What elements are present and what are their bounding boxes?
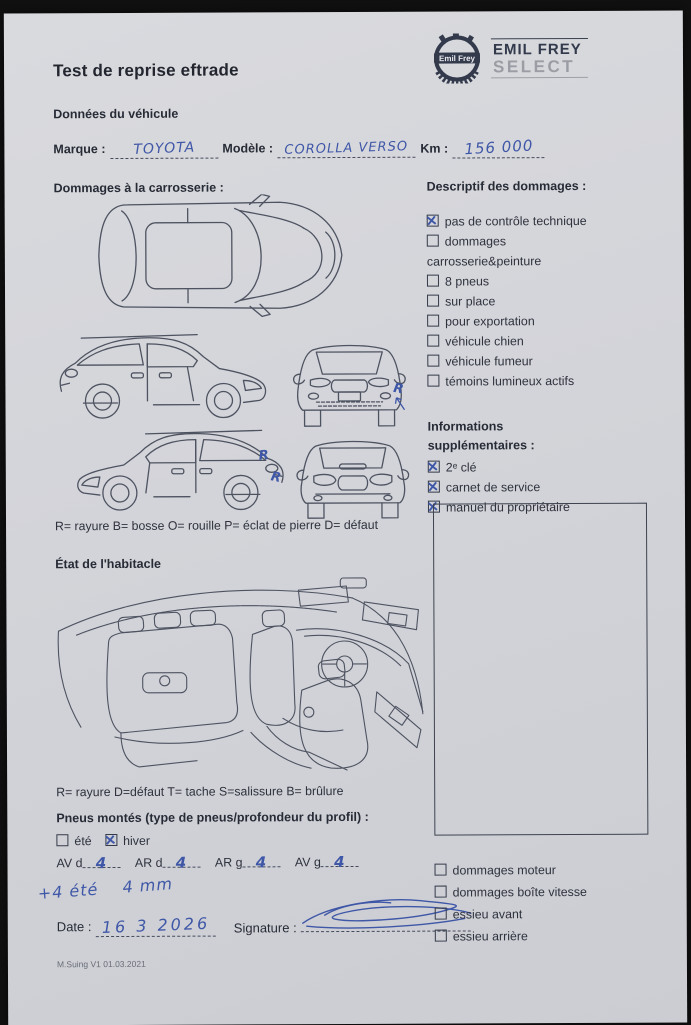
damage-item-1: dommages carrosserie&peinture: [426, 234, 542, 269]
notes-box: [433, 503, 648, 836]
field-marque: [53, 140, 218, 160]
carrosserie-legend: R= rayure B= bosse O= rouille P= éclat de pierre D= défaut: [55, 517, 379, 534]
info-item-2: ✕manuel du propriétaire: [428, 497, 628, 518]
interior-diagram: [46, 572, 439, 780]
form-version-footer: M.Suing V1 01.03.2021: [56, 958, 146, 970]
date-label: Date :: [56, 919, 92, 935]
tyre-depth-row: [56, 852, 368, 872]
mech-item-1: dommages boîte vitesse: [435, 881, 655, 904]
checkbox-icon: [427, 375, 439, 387]
modele-value: COROLLA VERSO: [278, 139, 416, 159]
damage-item-5: véhicule chien: [427, 331, 603, 352]
logo-brand-name: EMIL FREY: [492, 40, 582, 59]
date-value: 16 3 2026: [96, 916, 216, 938]
field-modele: [222, 139, 415, 159]
damage-item-3: sur place: [427, 291, 603, 312]
info-item-0: ✕2ᵉ clé: [428, 457, 628, 478]
section-habitacle: État de l'habitacle: [55, 556, 162, 572]
emil-frey-logo-text: [491, 38, 588, 78]
damage-item-6: véhicule fumeur: [427, 351, 603, 372]
section-infos-supp: Informations supplémentaires :: [427, 419, 535, 453]
mechanical-checklist: [434, 859, 654, 948]
checkbox-hiver: ✕ hiver: [105, 834, 150, 848]
checkbox-icon: [428, 461, 440, 473]
svg-text:Emil Frey: Emil Frey: [438, 53, 476, 64]
car-front-view-diagram: [290, 330, 408, 431]
damage-checklist: [427, 211, 604, 392]
checkbox-ete: été: [56, 834, 91, 848]
emil-frey-logo-icon: [432, 33, 482, 83]
checkbox-icon: [428, 481, 440, 493]
tyre-measure-arg: AR g 4: [215, 855, 281, 869]
signature-label: Signature :: [233, 920, 297, 936]
car-side-view-left-diagram: [47, 324, 283, 427]
car-side-view-right-wrap: [54, 426, 296, 515]
damage-item-7: témoins lumineux actifs: [427, 371, 603, 392]
damage-item-4: pour exportation: [427, 311, 603, 332]
checkbox-icon: [427, 315, 439, 327]
checkbox-icon: [427, 335, 439, 347]
damage-item-2: 8 pneus: [427, 271, 603, 292]
marque-label: Marque :: [53, 142, 106, 157]
checkbox-icon: [427, 215, 439, 227]
date-field: [56, 913, 216, 938]
damage-mark-front: R: [392, 380, 406, 398]
car-top-view-diagram: [90, 194, 353, 319]
tyre-measure-avg: AV g 4: [295, 855, 359, 869]
checkbox-icon: [435, 908, 447, 920]
car-front-view-wrap: [290, 330, 408, 431]
damage-mark-rear-2: R: [269, 469, 284, 487]
page-title: Test de reprise eftrade: [53, 60, 239, 81]
damage-mark-rear-1: R: [258, 447, 271, 464]
scanned-form-page: [4, 11, 687, 1025]
checkbox-icon: [435, 864, 447, 876]
tyre-measure-avd: AV d 4: [56, 856, 120, 870]
modele-label: Modèle :: [222, 141, 274, 156]
ete-checkbox-icon: [56, 834, 68, 846]
tyre-type-row: [56, 831, 150, 851]
mech-item-3: essieu arrière: [435, 925, 655, 948]
section-damage-description: Descriptif des dommages :: [426, 178, 587, 194]
mech-item-2: essieu avant: [435, 903, 655, 926]
checkbox-icon: [427, 275, 439, 287]
info-item-1: ✕carnet de service: [428, 477, 628, 498]
checkbox-icon: [427, 355, 439, 367]
logo-brand-sub: SELECT: [492, 56, 576, 77]
car-rear-view-diagram: [294, 432, 412, 521]
section-vehicle-data: Données du véhicule: [53, 106, 179, 122]
tyre-handwritten-note: +4 été 4 mm: [37, 874, 174, 904]
section-carrosserie: Dommages à la carrosserie :: [53, 180, 224, 196]
checkbox-icon: [427, 235, 439, 247]
km-value: 156 000: [453, 138, 545, 158]
marque-value: TOYOTA: [110, 140, 218, 159]
damage-item-0: ✕pas de contrôle technique: [427, 211, 603, 232]
damage-arrow-front: [392, 396, 406, 412]
emil-frey-logo: [432, 33, 588, 84]
section-pneus: Pneus montés (type de pneus/profondeur du profil) :: [56, 809, 369, 826]
checkbox-icon: [435, 886, 447, 898]
checkbox-icon: [427, 295, 439, 307]
mech-item-0: dommages moteur: [434, 859, 654, 882]
checkbox-icon: [435, 930, 447, 942]
km-label: Km :: [420, 141, 449, 156]
car-side-view-right-diagram: [54, 426, 296, 515]
field-km: [420, 138, 544, 159]
hiver-checkbox-icon: [105, 834, 117, 846]
habitacle-legend: R= rayure D=défaut T= tache S=salissure B= brûlure: [56, 784, 344, 800]
tyre-measure-ard: AR d 4: [135, 856, 201, 870]
